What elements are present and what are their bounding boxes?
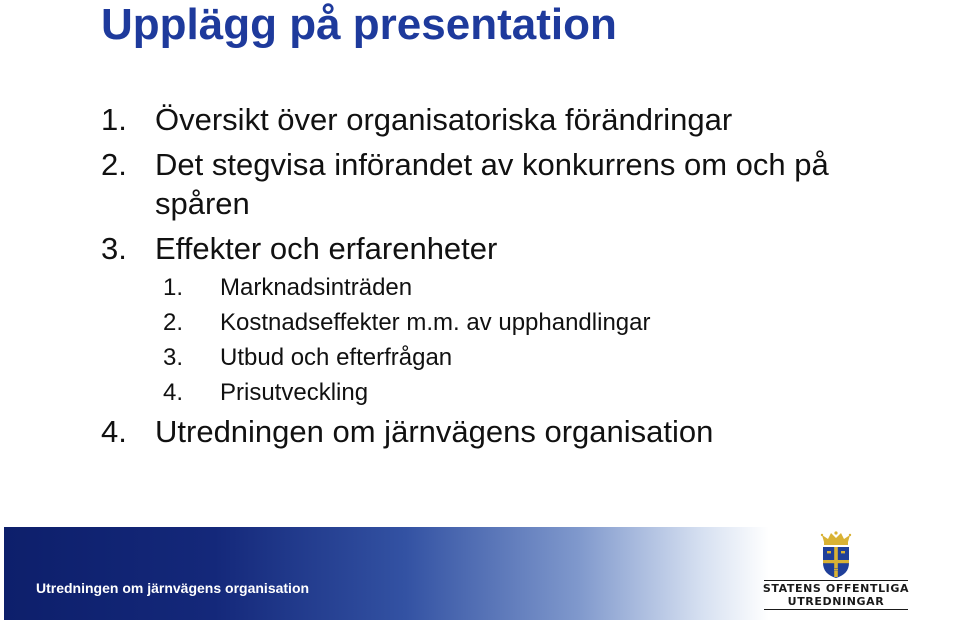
agenda-list: [101, 100, 901, 451]
agenda-subitem-number: 1.: [163, 274, 184, 301]
agenda-item-3: [101, 229, 901, 268]
agenda-subitem-3: [163, 340, 901, 375]
logo-line-2: UTREDNINGAR: [787, 595, 885, 608]
agenda-item-text: Effekter och erfarenheter: [155, 231, 498, 266]
agenda-item-4: [101, 412, 901, 451]
footer-text: Utredningen om järnvägens organisation: [36, 580, 310, 596]
agenda-subitem-number: 3.: [163, 344, 184, 371]
logo-rule-top: [764, 580, 908, 581]
agenda-item-1: [101, 100, 901, 139]
agenda-item-2: [101, 145, 901, 223]
agenda-item-text: Översikt över organisatoriska förändringar: [155, 102, 733, 137]
sou-logo: [762, 531, 910, 615]
logo-rule-bottom: [764, 609, 908, 610]
agenda-item-number: 3.: [101, 231, 127, 266]
agenda-subitem-text: Prisutveckling: [220, 379, 369, 406]
agenda-subitem-number: 2.: [163, 309, 184, 336]
slide-title: Upplägg på presentation: [101, 0, 617, 49]
agenda-subitem-4: [163, 375, 901, 410]
agenda-item-number: 4.: [101, 414, 127, 449]
agenda-subitem-number: 4.: [163, 379, 184, 406]
logo-line-1: STATENS OFFENTLIGA: [762, 582, 910, 595]
agenda-subitem-1: [163, 270, 901, 305]
agenda-subitem-2: [163, 305, 901, 340]
agenda-subitem-text: Utbud och efterfrågan: [220, 344, 453, 371]
agenda-subitem-list: [163, 270, 901, 410]
agenda-item-text: Utredningen om järnvägens organisation: [155, 414, 714, 449]
agenda-item-number: 1.: [101, 102, 127, 137]
agenda-subitem-text: Marknadsinträden: [220, 274, 413, 301]
swedish-crest-icon: [819, 531, 853, 579]
agenda-subitem-text: Kostnadseffekter m.m. av upphandlingar: [220, 309, 651, 336]
agenda-item-number: 2.: [101, 147, 127, 182]
agenda-item-text: Det stegvisa införandet av konkurrens om och på spåren: [155, 147, 829, 221]
